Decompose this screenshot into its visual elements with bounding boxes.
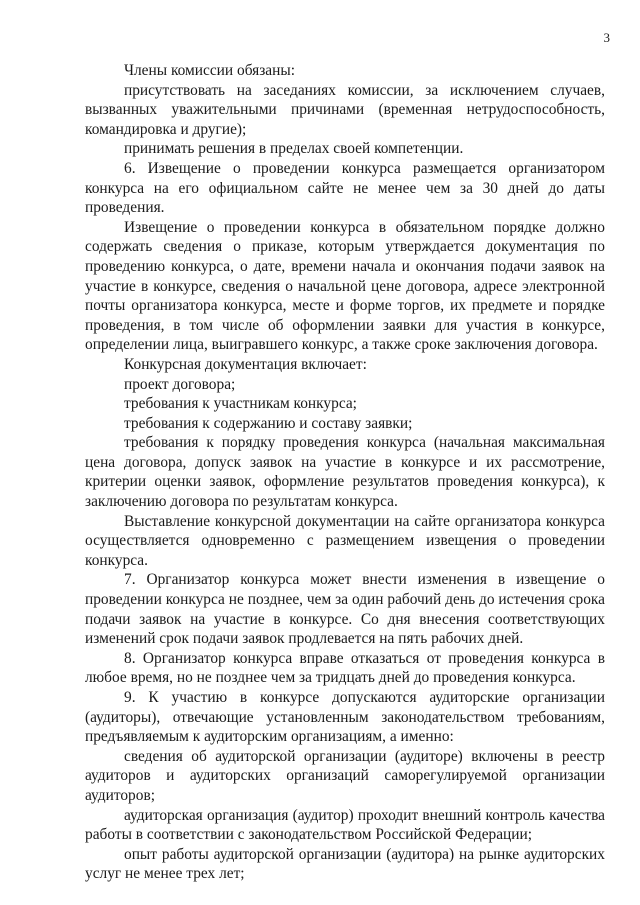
paragraph-members-obligations: Члены комиссии обязаны: — [124, 62, 295, 79]
list-item-contract-draft: проект договора; — [124, 375, 236, 393]
paragraph-decisions: принимать решения в пределах своей компетенции. — [124, 140, 464, 158]
paragraph-item-7: 7. Организатор конкурса может внести изменения в извещение о проведении конкурса не позднее, чем за один рабочий день до истечения срока подачи заявок на участие в конкурсе. Со дня внесения соответствующих изменений срок подачи заявок продлевается на пять рабочих дней. — [85, 571, 605, 648]
document-body — [85, 61, 605, 884]
list-item-registry: сведения об аудиторской организации (аудиторе) включены в реестр аудиторов и аудиторских организаций саморегулируемой организации аудиторов; — [85, 747, 605, 804]
page-number: 3 — [603, 30, 610, 45]
paragraph-item-6: 6. Извещение о проведении конкурса размещается организатором конкурса на его официальном сайте не менее чем за 30 дней до даты проведения. — [85, 159, 605, 217]
list-item-application-requirements: требования к содержанию и составу заявки; — [124, 414, 413, 432]
paragraph-item-9: 9. К участию в конкурсе допускаются аудиторские организации (аудиторы), отвечающие установленным законодательством требованиям, предъявляемым к аудиторским организациям, а именно: — [85, 689, 605, 746]
paragraph-attend-meetings: присутствовать на заседаниях комиссии, за исключением случаев, вызванных уважительными причинами (временная нетрудоспособность, командировка и другие); — [85, 81, 605, 138]
paragraph-docs-publication: Выставление конкурсной документации на сайте организатора конкурса осуществляется одновременно с размещением извещения о проведении конкурса. — [85, 512, 605, 569]
list-item-experience: опыт работы аудиторской организации (аудитора) на рынке аудиторских услуг не менее трех лет; — [85, 845, 605, 883]
paragraph-item-8: 8. Организатор конкурса вправе отказаться от проведения конкурса в любое время, но не позднее чем за тридцать дней до проведения конкурса. — [85, 649, 605, 687]
paragraph-notice-content: Извещение о проведении конкурса в обязательном порядке должно содержать сведения о приказе, которым утверждается документация по проведению конкурса, о дате, времени начала и окончания подачи заявок на участие в конкурсе, сведения о начальной цене договора, адресе электронной почты организатора конкурса, месте и форме торгов, их предмете и порядке проведения, в том числе об оформлении заявки для участия в конкурсе, определении лица, выигравшего конкурс, а также сроке заключения договора. — [85, 218, 605, 354]
list-item-participant-requirements: требования к участникам конкурса; — [124, 395, 357, 413]
paragraph-docs-include: Конкурсная документация включает: — [124, 355, 367, 373]
list-item-quality-control: аудиторская организация (аудитор) проходит внешний контроль качества работы в соответствии с законодательством Российской Федерации; — [85, 806, 605, 844]
list-item-procedure-requirements: требования к порядку проведения конкурса (начальная максимальная цена договора, допуск заявок на участие в конкурсе и их рассмотрение, критерии оценки заявок, оформление результатов проведения конкурса), к заключению договора по результатам конкурса. — [85, 434, 605, 511]
